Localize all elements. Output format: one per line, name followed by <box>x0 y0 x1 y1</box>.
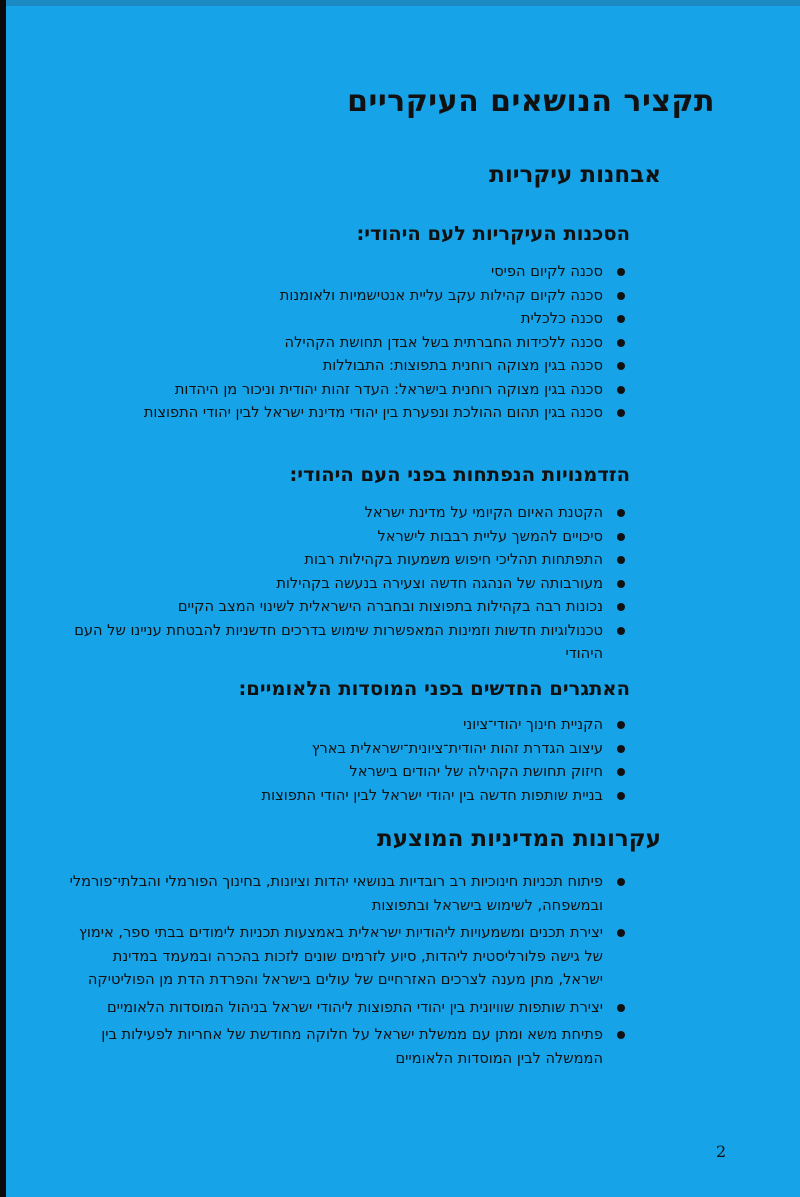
list-item: סכנה בגין תהום ההולכת ונפערת בין יהודי מדינת ישראל לבין יהודי התפוצות <box>65 401 625 425</box>
section-heading-challenges: האתגרים החדשים בפני המוסדות הלאומיים: <box>238 677 630 700</box>
challenges-list <box>65 713 625 807</box>
list-item: פתיחת משא ומתן עם ממשלת ישראל על חלוקה מחודשת של אחריות לפעילות בין הממשלה לבין המוסדות הלאומיים <box>65 1023 625 1070</box>
list-item: נכונות רבה בקהילות בתפוצות ובחברה הישראלית לשינוי המצב הקיים <box>65 595 625 619</box>
opportunities-list <box>65 501 625 666</box>
list-item: סכנה בגין מצוקה רוחנית בישראל: העדר זהות יהודית וניכור מן היהדות <box>65 378 625 402</box>
list-item: חיזוק תחושת הקהילה של יהודים בישראל <box>65 760 625 784</box>
main-heading: אבחנות עיקריות <box>489 162 661 188</box>
list-item: מעורבותה של הנהגה חדשה וצעירה בנעשה בקהילות <box>65 572 625 596</box>
list-item: סיכויים להמשך עליית רבבות לישראל <box>65 525 625 549</box>
list-item: סכנה בגין מצוקה רוחנית בתפוצות: התבוללות <box>65 354 625 378</box>
list-item: סכנה ללכידות החברתית בשל אבדן תחושת הקהילה <box>65 331 625 355</box>
section-heading-opportunities: הזדמנויות הנפתחות בפני העם היהודי: <box>289 463 630 486</box>
list-item: טכנולוגיות חדשות וזמינות המאפשרות שימוש בדרכים חדשניות להבטחת עניינו של העם היהודי <box>65 619 625 666</box>
list-item: הקניית חינוך יהודי־ציוני <box>65 713 625 737</box>
list-item: סכנה כלכלית <box>65 307 625 331</box>
list-item: בניית שותפות חדשה בין יהודי ישראל לבין יהודי התפוצות <box>65 784 625 808</box>
page-title: תקציר הנושאים העיקריים <box>347 84 715 119</box>
dangers-list <box>65 260 625 425</box>
list-item: סכנה לקיום הפיסי <box>65 260 625 284</box>
list-item: יצירת תכנים ומשמעויות ליהודיות ישראלית באמצעות תכניות לימודים בבתי ספר, אימוץ של גישה פלורליסטית ליהדות, סיוע לזרמים שונים לזכות בהכרה ובמעמד במדינת ישראל, מתן מענה לצרכים האזרחיים של עולים בישראל והפרדת הדת מן הפוליטיקה <box>65 921 625 992</box>
section-heading-policy: עקרונות המדיניות המוצעת <box>377 826 661 852</box>
policy-list <box>65 870 625 1074</box>
page-number: 2 <box>716 1142 727 1161</box>
list-item: סכנה לקיום קהילות עקב עליית אנטישמיות ולאומנות <box>65 284 625 308</box>
list-item: התפתחות תהליכי חיפוש משמעות בקהילות רבות <box>65 548 625 572</box>
section-heading-dangers: הסכנות העיקריות לעם היהודי: <box>356 222 630 245</box>
list-item: פיתוח תכניות חינוכיות רב רובדיות בנושאי יהדות וציונות, בחינוך הפורמלי והבלתי־פורמלי ובמשפחה, לשימוש בישראל ובתפוצות <box>65 870 625 917</box>
list-item: עיצוב הגדרת זהות יהודית־ציונית־ישראלית בארץ <box>65 737 625 761</box>
list-item: הקטנת האיום הקיומי על מדינת ישראל <box>65 501 625 525</box>
list-item: יצירת שותפות שוויונית בין יהודי התפוצות ליהודי ישראל בניהול המוסדות הלאומיים <box>65 996 625 1020</box>
